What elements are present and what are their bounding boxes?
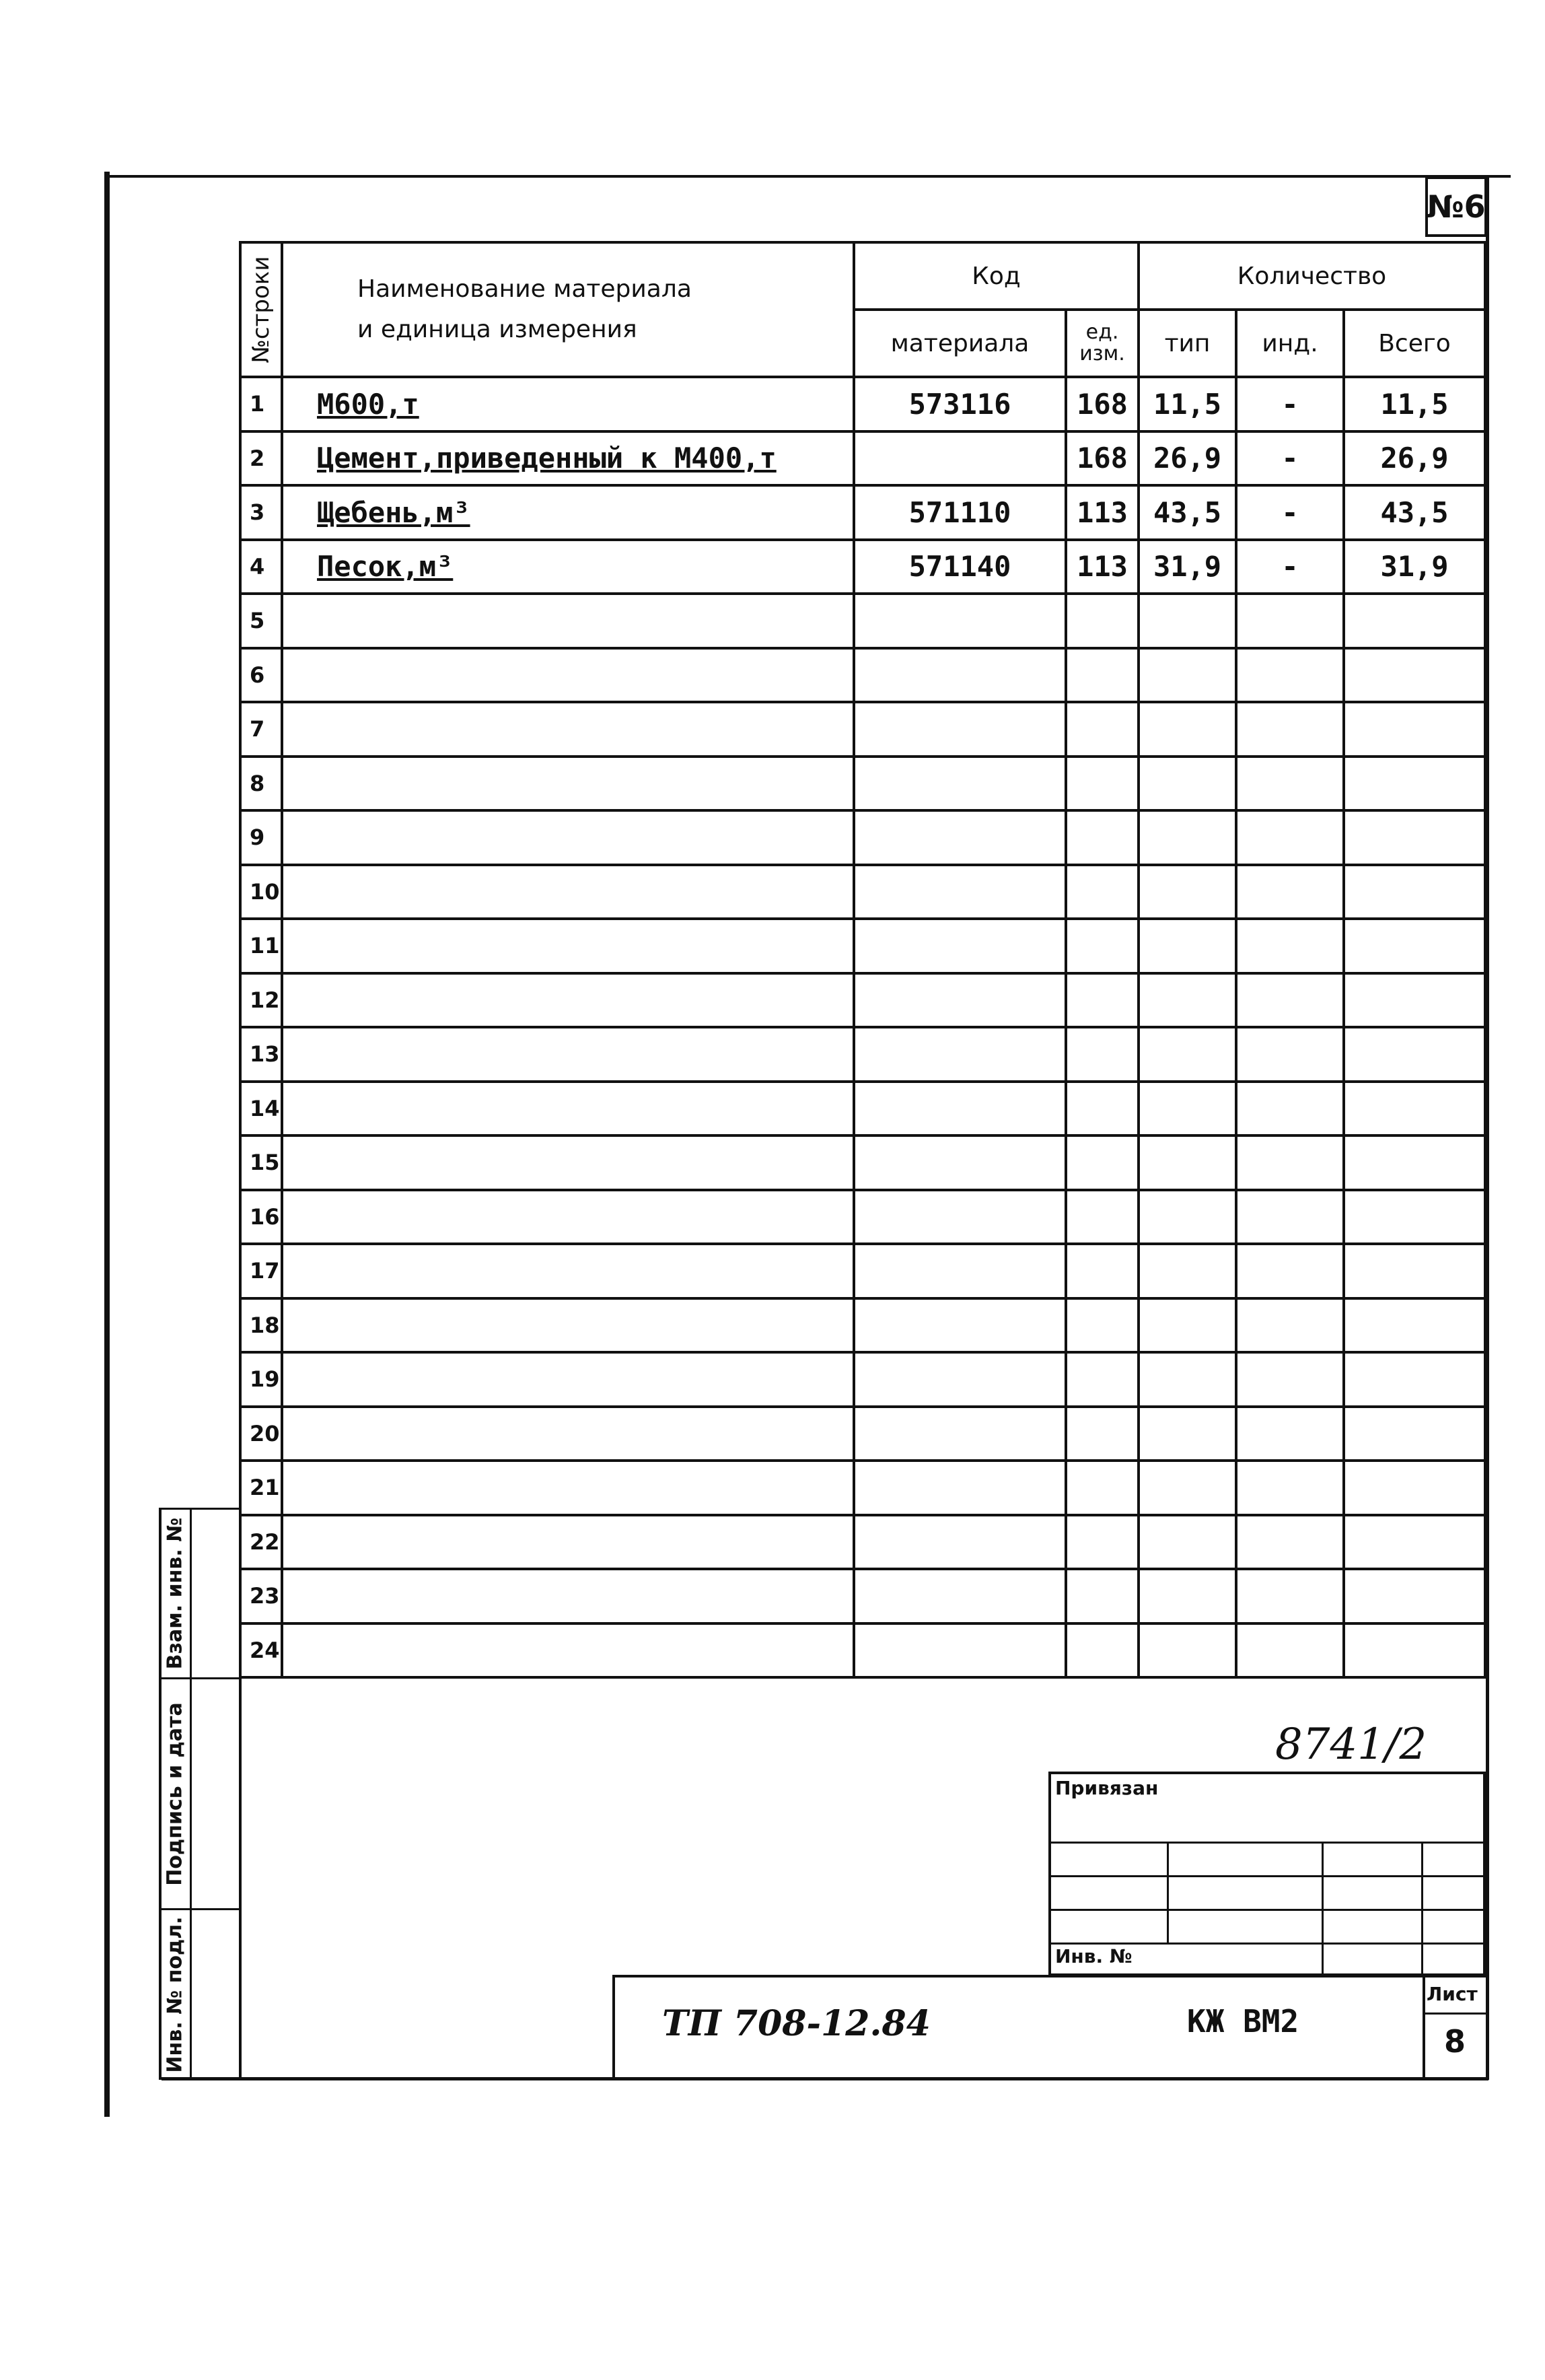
- material-code: [854, 1407, 1066, 1461]
- qty-ind: [1236, 1298, 1344, 1353]
- qty-type: [1139, 1515, 1236, 1570]
- unit-code: [1066, 865, 1139, 919]
- qty-ind: -: [1236, 431, 1344, 486]
- unit-code: [1066, 973, 1139, 1028]
- row-number: 4: [240, 540, 282, 594]
- qty-ind-header: инд.: [1236, 310, 1344, 377]
- material-name: [282, 810, 854, 865]
- qty-total: [1344, 1352, 1485, 1407]
- qty-ind: [1236, 1027, 1344, 1082]
- qty-type: [1139, 1623, 1236, 1678]
- qty-total: 11,5: [1344, 377, 1485, 431]
- sheet-label: Лист: [1427, 1983, 1478, 2005]
- handwritten-number: 8741/2: [1275, 1720, 1427, 1770]
- material-name: [282, 1027, 854, 1082]
- material-name: [282, 1298, 854, 1353]
- table-row: [240, 377, 1485, 431]
- qty-type: [1139, 810, 1236, 865]
- qty-total-header: Всего: [1344, 310, 1485, 377]
- unit-code: [1066, 1135, 1139, 1190]
- qty-type: [1139, 1190, 1236, 1245]
- unit-code: [1066, 1082, 1139, 1136]
- material-name: [282, 1244, 854, 1298]
- qty-type: [1139, 757, 1236, 811]
- material-name: [282, 594, 854, 648]
- qty-ind: [1236, 1623, 1344, 1678]
- table-row: [240, 540, 1485, 594]
- lower-block-left: [239, 1673, 242, 2077]
- qty-ind: [1236, 1461, 1344, 1515]
- unit-code: [1066, 1298, 1139, 1353]
- qty-total: 26,9: [1344, 431, 1485, 486]
- qty-total: [1344, 648, 1485, 703]
- qty-total: 31,9: [1344, 540, 1485, 594]
- unit-code: [1066, 1352, 1139, 1407]
- material-code: [854, 919, 1066, 973]
- row-number: 19: [240, 1352, 282, 1407]
- qty-ind: [1236, 648, 1344, 703]
- qty-total: [1344, 1082, 1485, 1136]
- material-code: [854, 973, 1066, 1028]
- qty-total: 43,5: [1344, 485, 1485, 540]
- sheet-mark: №6: [1427, 188, 1486, 225]
- code-material-header: материала: [854, 310, 1066, 377]
- table-row: [240, 1244, 1485, 1298]
- qty-total: [1344, 973, 1485, 1028]
- material-code: [854, 1623, 1066, 1678]
- qty-type: [1139, 1461, 1236, 1515]
- row-number: 20: [240, 1407, 282, 1461]
- table-row: [240, 1461, 1485, 1515]
- unit-code: [1066, 594, 1139, 648]
- qty-type: [1139, 1244, 1236, 1298]
- material-code: [854, 1027, 1066, 1082]
- material-name: Щебень,м³: [282, 485, 854, 540]
- row-number: 18: [240, 1298, 282, 1353]
- qty-ind: [1236, 1515, 1344, 1570]
- table-row: [240, 919, 1485, 973]
- table-row: [240, 1298, 1485, 1353]
- table-row: [240, 1190, 1485, 1245]
- quantity-header: Количество: [1139, 242, 1485, 310]
- unit-code: [1066, 702, 1139, 757]
- material-code: [854, 702, 1066, 757]
- unit-code: [1066, 1244, 1139, 1298]
- qty-type: [1139, 865, 1236, 919]
- qty-ind: [1236, 810, 1344, 865]
- doc-code: ТП 708-12.84: [662, 2003, 931, 2044]
- unit-code: 168: [1066, 377, 1139, 431]
- side-panel-border-2: [190, 1508, 192, 2080]
- material-name: [282, 1352, 854, 1407]
- row-number: 6: [240, 648, 282, 703]
- code-header: Код: [854, 242, 1139, 310]
- material-code: [854, 1082, 1066, 1136]
- unit-code: [1066, 1461, 1139, 1515]
- material-code: [854, 594, 1066, 648]
- material-code: [854, 1569, 1066, 1623]
- material-code: [854, 648, 1066, 703]
- row-number: 1: [240, 377, 282, 431]
- unit-code: 113: [1066, 540, 1139, 594]
- material-name: [282, 702, 854, 757]
- frame-left-border: [104, 172, 110, 2117]
- qty-total: [1344, 1298, 1485, 1353]
- qty-ind: [1236, 1135, 1344, 1190]
- material-code: [854, 1190, 1066, 1245]
- row-number: 9: [240, 810, 282, 865]
- qty-ind: -: [1236, 485, 1344, 540]
- table-row: [240, 1569, 1485, 1623]
- table-row: [240, 1515, 1485, 1570]
- row-number: 21: [240, 1461, 282, 1515]
- material-code: [854, 1298, 1066, 1353]
- qty-type: 11,5: [1139, 377, 1236, 431]
- material-code: 571140: [854, 540, 1066, 594]
- doc-part: КЖ ВМ2: [1187, 2003, 1299, 2039]
- qty-total: [1344, 1461, 1485, 1515]
- material-name: Песок,м³: [282, 540, 854, 594]
- material-name: [282, 1135, 854, 1190]
- qty-type: 43,5: [1139, 485, 1236, 540]
- table-row: [240, 757, 1485, 811]
- privyazan-label: Привязан: [1055, 1777, 1159, 1799]
- material-code: [854, 1244, 1066, 1298]
- frame-top-border: [104, 175, 1511, 178]
- material-code: [854, 865, 1066, 919]
- qty-ind: [1236, 1244, 1344, 1298]
- material-name: [282, 1461, 854, 1515]
- qty-total: [1344, 865, 1485, 919]
- table-row: [240, 485, 1485, 540]
- material-code: [854, 1515, 1066, 1570]
- qty-type: [1139, 1569, 1236, 1623]
- qty-total: [1344, 1135, 1485, 1190]
- unit-code: [1066, 919, 1139, 973]
- qty-total: [1344, 1190, 1485, 1245]
- qty-total: [1344, 1407, 1485, 1461]
- table-row: [240, 702, 1485, 757]
- qty-ind: [1236, 702, 1344, 757]
- qty-total: [1344, 702, 1485, 757]
- material-name: [282, 919, 854, 973]
- label-inv-podl: Инв. № подл.: [163, 1916, 187, 2073]
- material-code: [854, 1135, 1066, 1190]
- qty-type: [1139, 973, 1236, 1028]
- row-number: 5: [240, 594, 282, 648]
- material-code: [854, 431, 1066, 486]
- qty-type: [1139, 1082, 1236, 1136]
- qty-ind: [1236, 1352, 1344, 1407]
- qty-type: [1139, 702, 1236, 757]
- qty-type: [1139, 648, 1236, 703]
- row-number: 12: [240, 973, 282, 1028]
- table-row: [240, 865, 1485, 919]
- material-name-header: Наименование материала и единица измерения: [282, 242, 854, 377]
- qty-ind: [1236, 1407, 1344, 1461]
- qty-ind: [1236, 1190, 1344, 1245]
- table-row: [240, 648, 1485, 703]
- material-name: [282, 648, 854, 703]
- row-number: 8: [240, 757, 282, 811]
- material-code: 571110: [854, 485, 1066, 540]
- qty-total: [1344, 1623, 1485, 1678]
- table-row: [240, 1407, 1485, 1461]
- qty-ind: [1236, 594, 1344, 648]
- qty-type-header: тип: [1139, 310, 1236, 377]
- qty-ind: [1236, 1569, 1344, 1623]
- row-number: 23: [240, 1569, 282, 1623]
- table-row: [240, 1082, 1485, 1136]
- table-row: [240, 1135, 1485, 1190]
- material-name: [282, 973, 854, 1028]
- row-number: 13: [240, 1027, 282, 1082]
- qty-total: [1344, 1244, 1485, 1298]
- qty-type: [1139, 594, 1236, 648]
- sheet-number: 8: [1444, 2023, 1466, 2060]
- title-block: [612, 1975, 1488, 2080]
- qty-total: [1344, 594, 1485, 648]
- code-unit-header: ед. изм.: [1066, 310, 1139, 377]
- unit-code: [1066, 1515, 1139, 1570]
- qty-ind: [1236, 973, 1344, 1028]
- material-name: [282, 1623, 854, 1678]
- row-number: 24: [240, 1623, 282, 1678]
- unit-code: 113: [1066, 485, 1139, 540]
- unit-code: [1066, 1190, 1139, 1245]
- qty-type: 26,9: [1139, 431, 1236, 486]
- row-number: 15: [240, 1135, 282, 1190]
- row-number: 10: [240, 865, 282, 919]
- row-number: 14: [240, 1082, 282, 1136]
- qty-type: [1139, 1407, 1236, 1461]
- table-row: [240, 594, 1485, 648]
- unit-code: [1066, 757, 1139, 811]
- row-number: 22: [240, 1515, 282, 1570]
- material-code: [854, 1352, 1066, 1407]
- qty-total: [1344, 1515, 1485, 1570]
- qty-total: [1344, 1027, 1485, 1082]
- qty-type: [1139, 1298, 1236, 1353]
- qty-ind: [1236, 1082, 1344, 1136]
- table-row: [240, 431, 1485, 486]
- qty-type: [1139, 1027, 1236, 1082]
- unit-code: [1066, 1569, 1139, 1623]
- qty-total: [1344, 919, 1485, 973]
- material-name: М600,т: [282, 377, 854, 431]
- label-podpis-data: Подпись и дата: [163, 1702, 187, 1886]
- material-name: [282, 1082, 854, 1136]
- unit-code: [1066, 1027, 1139, 1082]
- qty-ind: [1236, 865, 1344, 919]
- row-number: 11: [240, 919, 282, 973]
- sheet-mark-box: [1425, 176, 1487, 237]
- qty-type: 31,9: [1139, 540, 1236, 594]
- row-number: 16: [240, 1190, 282, 1245]
- row-number: 17: [240, 1244, 282, 1298]
- material-code: [854, 1461, 1066, 1515]
- unit-code: [1066, 1623, 1139, 1678]
- qty-total: [1344, 1569, 1485, 1623]
- inv-no-label: Инв. №: [1055, 1945, 1133, 1967]
- unit-code: [1066, 648, 1139, 703]
- material-code: [854, 757, 1066, 811]
- table-row: [240, 810, 1485, 865]
- qty-ind: -: [1236, 540, 1344, 594]
- privyazan-block: [1048, 1772, 1486, 1976]
- unit-code: [1066, 1407, 1139, 1461]
- qty-type: [1139, 1135, 1236, 1190]
- qty-type: [1139, 1352, 1236, 1407]
- row-number-header: №строки: [240, 242, 282, 377]
- material-name: [282, 1515, 854, 1570]
- table-row: [240, 1352, 1485, 1407]
- label-vzam-inv: Взам. инв. №: [163, 1517, 187, 1669]
- material-code: 573116: [854, 377, 1066, 431]
- unit-code: [1066, 810, 1139, 865]
- table-row: [240, 1027, 1485, 1082]
- table-row: [240, 1623, 1485, 1678]
- qty-type: [1139, 919, 1236, 973]
- material-name: [282, 1407, 854, 1461]
- row-number: 2: [240, 431, 282, 486]
- qty-ind: [1236, 757, 1344, 811]
- material-name: Цемент,приведенный к М400,т: [282, 431, 854, 486]
- material-name: [282, 865, 854, 919]
- qty-total: [1344, 810, 1485, 865]
- material-code: [854, 810, 1066, 865]
- qty-ind: -: [1236, 377, 1344, 431]
- material-name: [282, 1569, 854, 1623]
- row-number: 7: [240, 702, 282, 757]
- unit-code: 168: [1066, 431, 1139, 486]
- material-name: [282, 1190, 854, 1245]
- row-number: 3: [240, 485, 282, 540]
- table-row: [240, 973, 1485, 1028]
- material-name: [282, 757, 854, 811]
- materials-table: [239, 241, 1486, 1679]
- qty-ind: [1236, 919, 1344, 973]
- qty-total: [1344, 757, 1485, 811]
